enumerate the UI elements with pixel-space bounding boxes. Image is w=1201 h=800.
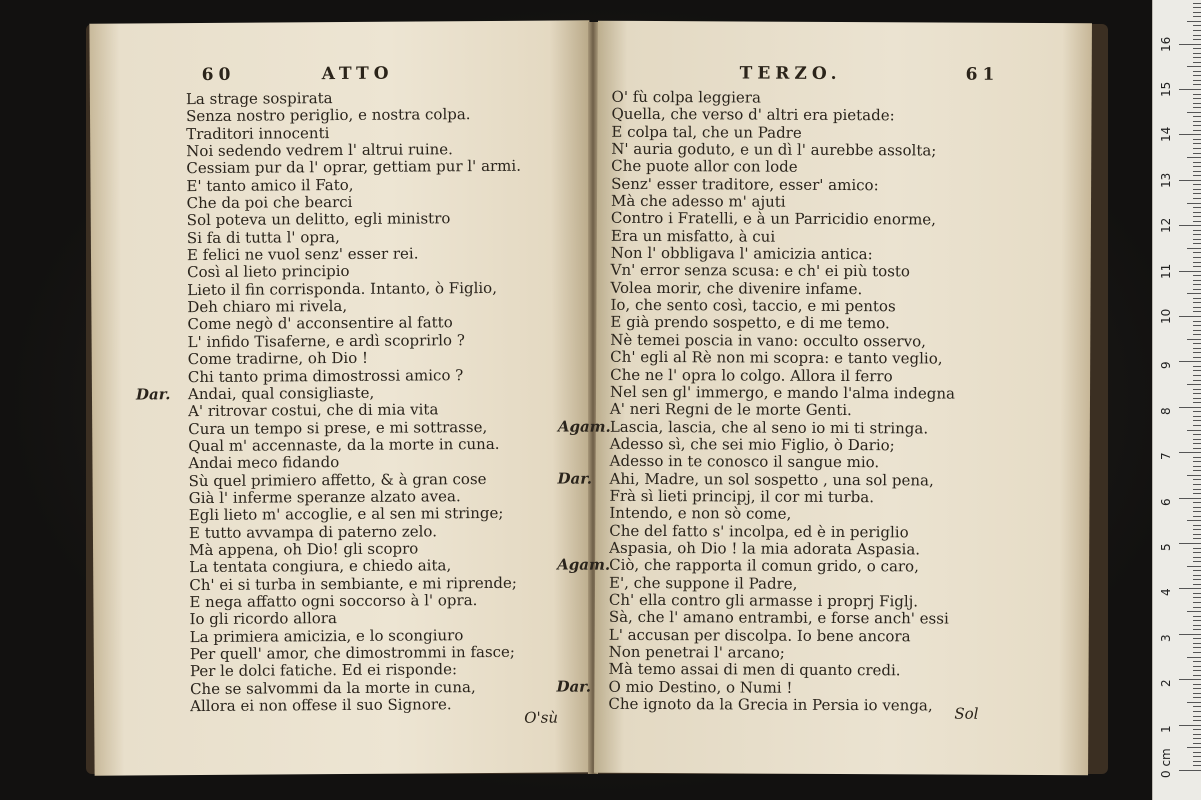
verse-text: Come negò d' acconsentire al fatto [187, 313, 453, 334]
ruler-tick [1193, 184, 1201, 185]
text-line [190, 695, 572, 715]
ruler-tick [1193, 284, 1201, 285]
verse-text: Io gli ricordo allora [189, 609, 337, 629]
ruler-tick [1193, 57, 1201, 58]
ruler-tick [1193, 693, 1201, 694]
ruler-tick [1193, 389, 1201, 390]
verse-text: Ch' ei si turba in sembiante, e mi riprende; [189, 573, 517, 594]
speaker-label: Dar. [557, 469, 593, 488]
ruler-tick [1179, 679, 1201, 680]
verse-text: Ch' egli al Rè non mi scopra: e tanto veglio, [610, 347, 943, 368]
verse-text: A' neri Regni de le morte Genti. [609, 399, 852, 420]
ruler-tick [1193, 493, 1201, 494]
verse-text: Che da poi che bearci [186, 192, 353, 213]
ruler-tick [1193, 616, 1201, 617]
ruler-label: 0 cm [1159, 748, 1173, 778]
ruler-tick [1193, 366, 1201, 367]
ruler-tick [1187, 384, 1201, 385]
ruler-tick [1193, 230, 1201, 231]
ruler-tick [1193, 325, 1201, 326]
ruler-tick [1193, 647, 1201, 648]
verse-text: Qual m' accennaste, da la morte in cuna. [188, 434, 500, 455]
verse-text: Per le dolci fatiche. Ed ei risponde: [189, 660, 458, 681]
ruler-tick [1193, 402, 1201, 403]
ruler-tick [1193, 529, 1201, 530]
verse-text: Sol poteva un delitto, egli ministro [186, 209, 451, 230]
ruler-tick [1193, 620, 1201, 621]
text-line [608, 696, 1070, 716]
ruler-tick [1193, 470, 1201, 471]
verse-text: E nega affatto ogni soccorso à l' opra. [189, 591, 478, 612]
verse-text: Non penetrai l' arcano; [608, 642, 785, 662]
verse-text: Intendo, e non sò come, [609, 504, 792, 523]
ruler-label: 14 [1159, 127, 1173, 143]
verse-text: Era un misfatto, à cui [610, 226, 776, 246]
ruler-tick [1187, 339, 1201, 340]
ruler-tick [1193, 71, 1201, 72]
ruler-tick [1193, 393, 1201, 394]
ruler-tick [1193, 425, 1201, 426]
right-catchword: Sol [954, 704, 979, 723]
ruler-tick [1193, 756, 1201, 757]
ruler-tick [1187, 293, 1201, 294]
ruler-tick [1193, 262, 1201, 263]
ruler-tick [1187, 657, 1201, 658]
ruler-tick [1193, 343, 1201, 344]
verse-text: L' accusan per discolpa. Io bene ancora [608, 625, 911, 646]
ruler-tick [1187, 248, 1201, 249]
ruler-tick [1187, 520, 1201, 521]
ruler-tick [1193, 39, 1201, 40]
ruler-tick [1193, 257, 1201, 258]
ruler-tick [1179, 44, 1201, 45]
verse-text: La strage sospirata [185, 89, 333, 109]
ruler-tick [1193, 398, 1201, 399]
right-page-number: 61 [965, 64, 1000, 85]
ruler-tick [1193, 275, 1201, 276]
ruler-tick [1193, 711, 1201, 712]
verse-text: E tutto avvampa di paterno zelo. [188, 521, 437, 542]
ruler-tick [1193, 370, 1201, 371]
verse-text: Nè temei poscia in vano: occulto osservo, [610, 330, 926, 351]
verse-text: Ahi, Madre, un sol sospetto , una sol pena, [609, 469, 934, 490]
ruler-tick [1193, 94, 1201, 95]
verse-text: Ch' ella contro gli armasse i proprj Figlj. [608, 590, 919, 611]
ruler-tick [1193, 266, 1201, 267]
ruler-tick [1193, 311, 1201, 312]
verse-text: Cura un tempo si prese, e mi sottrasse, [188, 417, 488, 438]
verse-text: Senz' esser traditore, esser' amico: [611, 174, 879, 194]
ruler-tick [1193, 80, 1201, 81]
ruler-tick [1193, 538, 1201, 539]
ruler-tick [1193, 330, 1201, 331]
ruler-tick [1179, 498, 1201, 499]
ruler-tick [1193, 7, 1201, 8]
verse-text: Andai meco fidando [188, 453, 340, 473]
ruler-tick [1179, 225, 1201, 226]
ruler-tick [1193, 561, 1201, 562]
ruler-tick [1193, 688, 1201, 689]
ruler-tick [1193, 252, 1201, 253]
ruler-tick [1193, 461, 1201, 462]
ruler-label: 4 [1159, 588, 1173, 597]
verse-text: E già prendo sospetto, e di me temo. [610, 313, 890, 333]
ruler-tick [1193, 103, 1201, 104]
ruler-label: 6 [1159, 497, 1173, 506]
ruler-tick [1193, 62, 1201, 63]
ruler-label: 1 [1159, 724, 1173, 733]
verse-text: Deh chiaro mi rivela, [187, 297, 348, 317]
ruler-tick [1193, 139, 1201, 140]
ruler-tick [1193, 348, 1201, 349]
ruler-label: 5 [1159, 543, 1173, 551]
ruler-tick [1193, 375, 1201, 376]
ruler-tick [1193, 48, 1201, 49]
ruler-tick [1193, 171, 1201, 172]
ruler-tick [1193, 593, 1201, 594]
ruler-tick [1193, 321, 1201, 322]
verse-text: Già l' inferme speranze alzato avea. [188, 487, 461, 507]
ruler-tick [1193, 107, 1201, 108]
ruler-tick [1193, 411, 1201, 412]
ruler-tick [1193, 548, 1201, 549]
ruler-tick [1193, 53, 1201, 54]
ruler-label: 10 [1159, 308, 1173, 324]
ruler-tick [1193, 457, 1201, 458]
ruler-tick [1193, 16, 1201, 17]
ruler-tick [1193, 584, 1201, 585]
ruler-tick [1179, 770, 1201, 771]
ruler-tick [1193, 416, 1201, 417]
ruler-tick [1193, 579, 1201, 580]
ruler-tick [1193, 484, 1201, 485]
ruler-tick [1193, 629, 1201, 630]
verse-text: Aspasia, oh Dio ! la mia adorata Aspasia. [609, 538, 921, 559]
ruler-tick [1193, 193, 1201, 194]
verse-text: La tentata congiura, e chiedo aita, [189, 556, 452, 577]
ruler-tick [1193, 175, 1201, 176]
verse-text: O mio Destino, o Numi ! [608, 677, 793, 697]
ruler-tick [1179, 725, 1201, 726]
ruler-tick [1193, 507, 1201, 508]
speaker-label: Dar. [556, 677, 592, 696]
ruler-tick [1193, 643, 1201, 644]
ruler-tick [1193, 25, 1201, 26]
ruler-label: 2 [1159, 679, 1173, 688]
ruler-tick [1193, 734, 1201, 735]
verse-text: Mà appena, oh Dio! gli scopro [188, 539, 419, 560]
ruler-tick [1187, 611, 1201, 612]
ruler-tick [1193, 148, 1201, 149]
verse-text: Io, che sento così, taccio, e mi pentos [610, 295, 896, 316]
ruler-tick [1193, 607, 1201, 608]
ruler-tick [1187, 157, 1201, 158]
ruler-tick [1193, 189, 1201, 190]
ruler-tick [1193, 602, 1201, 603]
ruler-tick [1193, 439, 1201, 440]
verse-text: Che del fatto s' incolpa, ed è in periglio [609, 521, 909, 541]
verse-text: Che ne l' opra lo colgo. Allora il ferro [610, 365, 893, 385]
left-running-head: ATTO [321, 63, 394, 85]
verse-text: Mà temo assai di men di quanto credi. [608, 660, 901, 680]
ruler-tick [1193, 720, 1201, 721]
speaker-label: Agam. [557, 417, 611, 436]
verse-text: N' auria goduto, e un dì l' aurebbe assolta; [611, 139, 937, 160]
measurement-ruler [1152, 0, 1201, 800]
verse-text: Cessiam pur da l' oprar, gettiam pur l' armi. [186, 157, 522, 178]
verse-text: Non l' obbligava l' amicizia antica: [610, 243, 873, 264]
ruler-tick [1193, 12, 1201, 13]
ruler-tick [1193, 557, 1201, 558]
ruler-tick [1179, 316, 1201, 317]
verse-text: E' tanto amico il Fato, [186, 175, 354, 195]
ruler-tick [1193, 684, 1201, 685]
ruler-tick [1179, 452, 1201, 453]
verse-text: Sà, che l' amano entrambi, e forse anch' essi [608, 608, 949, 628]
ruler-tick [1193, 121, 1201, 122]
ruler-tick [1193, 706, 1201, 707]
text-line [186, 158, 568, 178]
verse-text: Che se salvommi da la morte in cuna, [189, 677, 476, 698]
verse-text: Traditori innocenti [186, 123, 330, 143]
ruler-tick [1187, 475, 1201, 476]
ruler-tick [1193, 116, 1201, 117]
verse-text: Senza nostro periglio, e nostra colpa. [185, 105, 471, 126]
ruler-tick [1179, 134, 1201, 135]
verse-text: Lascia, lascia, che al seno io mi ti stringa. [609, 417, 929, 437]
verse-text: Lieto il fin corrisponda. Intanto, ò Figlio, [187, 278, 498, 299]
ruler-tick [1193, 357, 1201, 358]
ruler-label: 3 [1159, 634, 1173, 642]
ruler-tick [1193, 130, 1201, 131]
ruler-tick [1187, 21, 1201, 22]
ruler-tick [1193, 575, 1201, 576]
ruler-tick [1193, 143, 1201, 144]
ruler-tick [1193, 162, 1201, 163]
ruler-tick [1193, 716, 1201, 717]
ruler-tick [1193, 625, 1201, 626]
ruler-tick [1193, 489, 1201, 490]
verse-text: Egli lieto m' accoglie, e al sen mi stringe; [188, 504, 504, 525]
verse-text: Noi sedendo vedrem l' altrui ruine. [186, 140, 453, 161]
ruler-tick [1193, 3, 1201, 4]
verse-text: Frà sì lieti principj, il cor mi turba. [609, 486, 875, 507]
ruler-label: 11 [1159, 263, 1173, 279]
verse-text: A' ritrovar costui, che di mia vita [188, 400, 439, 421]
ruler-tick [1187, 566, 1201, 567]
ruler-tick [1193, 738, 1201, 739]
ruler-tick [1187, 203, 1201, 204]
verse-text: La primiera amicizia, e lo scongiuro [189, 625, 464, 646]
ruler-tick [1193, 289, 1201, 290]
verse-text: Allora ei non offese il suo Signore. [190, 695, 452, 716]
left-page-number: 60 [201, 64, 236, 85]
ruler-tick [1193, 652, 1201, 653]
verse-text: Adesso sì, che sei mio Figlio, ò Dario; [609, 434, 895, 455]
ruler-tick [1179, 271, 1201, 272]
verse-text: E felici ne vuol senz' esser rei. [186, 244, 419, 265]
ruler-tick [1187, 702, 1201, 703]
verse-text: O' fù colpa leggiera [611, 87, 762, 107]
verse-text: E', che suppone il Padre, [608, 573, 798, 593]
ruler-tick [1193, 334, 1201, 335]
ruler-tick [1179, 588, 1201, 589]
ruler-tick [1179, 361, 1201, 362]
verse-text: Nel sen gl' immergo, e mando l'alma indegna [609, 382, 956, 403]
ruler-label: 7 [1159, 452, 1173, 461]
ruler-tick [1193, 75, 1201, 76]
ruler-tick [1193, 443, 1201, 444]
verse-text: Vn' error senza scusa: e ch' ei più tosto [610, 261, 911, 281]
ruler-tick [1193, 98, 1201, 99]
ruler-tick [1193, 198, 1201, 199]
ruler-tick [1193, 307, 1201, 308]
ruler-tick [1193, 84, 1201, 85]
ruler-tick [1193, 534, 1201, 535]
verse-text: Chi tanto prima dimostrossi amico ? [187, 365, 464, 386]
ruler-tick [1193, 420, 1201, 421]
ruler-tick [1193, 570, 1201, 571]
verse-text: Contro i Fratelli, e à un Parricidio enorme, [610, 209, 937, 229]
right-page [556, 21, 1092, 776]
ruler-tick [1179, 407, 1201, 408]
ruler-tick [1193, 239, 1201, 240]
ruler-tick [1187, 430, 1201, 431]
ruler-tick [1193, 675, 1201, 676]
ruler-tick [1193, 670, 1201, 671]
ruler-tick [1179, 634, 1201, 635]
ruler-tick [1193, 516, 1201, 517]
ruler-tick [1193, 243, 1201, 244]
ruler-tick [1193, 525, 1201, 526]
ruler-tick [1193, 302, 1201, 303]
ruler-tick [1193, 752, 1201, 753]
ruler-tick [1193, 743, 1201, 744]
ruler-tick [1193, 212, 1201, 213]
ruler-label: 12 [1159, 217, 1173, 234]
ruler-tick [1193, 479, 1201, 480]
ruler-tick [1193, 298, 1201, 299]
ruler-tick [1179, 543, 1201, 544]
ruler-tick [1193, 597, 1201, 598]
ruler-tick [1193, 552, 1201, 553]
ruler-tick [1193, 434, 1201, 435]
verse-text: Si fa di tutta l' opra, [186, 227, 340, 247]
verse-text: Come tradirne, oh Dio ! [187, 348, 369, 369]
ruler-tick [1187, 112, 1201, 113]
verse-text: Ciò, che rapporta il comun grido, o caro, [609, 556, 919, 576]
ruler-tick [1193, 661, 1201, 662]
ruler-tick [1193, 125, 1201, 126]
speaker-label: Dar. [135, 385, 171, 404]
ruler-tick [1193, 221, 1201, 222]
right-page-text [556, 65, 1073, 716]
ruler-label: 8 [1159, 407, 1173, 415]
ruler-tick [1193, 166, 1201, 167]
verse-text: Che puote allor con lode [611, 157, 798, 177]
ruler-tick [1193, 153, 1201, 154]
ruler-tick [1193, 216, 1201, 217]
ruler-tick [1179, 180, 1201, 181]
ruler-tick [1193, 234, 1201, 235]
ruler-tick [1193, 697, 1201, 698]
ruler-tick [1193, 761, 1201, 762]
verse-text: E colpa tal, che un Padre [611, 122, 802, 142]
ruler-label: 16 [1159, 36, 1173, 52]
left-catchword: O'sù [524, 708, 559, 727]
ruler-tick [1193, 30, 1201, 31]
ruler-tick [1193, 666, 1201, 667]
ruler-tick [1193, 466, 1201, 467]
ruler-tick [1193, 502, 1201, 503]
ruler-tick [1193, 448, 1201, 449]
verse-text: Andai, qual consigliaste, [187, 383, 375, 403]
speaker-label: Agam. [557, 555, 611, 575]
verse-text: Che ignoto da la Grecia in Persia io venga, [608, 694, 933, 715]
verse-text: Mà che adesso m' ajuti [610, 191, 786, 211]
right-running-head: TERZO. [739, 63, 842, 84]
left-page-text [90, 68, 572, 716]
verse-text: L' infido Tisaferne, e ardì scoprirlo ? [187, 330, 465, 351]
verse-text: Volea morir, che divenire infame. [610, 278, 863, 298]
ruler-tick [1187, 747, 1201, 748]
ruler-tick [1187, 66, 1201, 67]
verse-text: Adesso in te conosco il sangue mio. [609, 451, 880, 472]
ruler-tick [1193, 207, 1201, 208]
ruler-tick [1193, 765, 1201, 766]
verse-text: Quella, che verso d' altri era pietade: [611, 105, 895, 125]
verse-text: Così al lieto principio [187, 262, 350, 282]
ruler-tick [1193, 280, 1201, 281]
ruler-tick [1193, 729, 1201, 730]
ruler-label: 9 [1159, 361, 1173, 370]
ruler-tick [1193, 511, 1201, 512]
ruler-label: 15 [1159, 81, 1173, 97]
verse-text: Sù quel primiero affetto, & à gran cose [188, 469, 487, 490]
ruler-tick [1193, 35, 1201, 36]
ruler-tick [1193, 352, 1201, 353]
ruler-tick [1193, 638, 1201, 639]
ruler-label: 13 [1159, 172, 1173, 188]
ruler-tick [1193, 380, 1201, 381]
verse-text: Per quell' amor, che dimostrommi in fasce; [189, 642, 516, 664]
left-page [89, 20, 594, 775]
ruler-tick [1179, 89, 1201, 90]
